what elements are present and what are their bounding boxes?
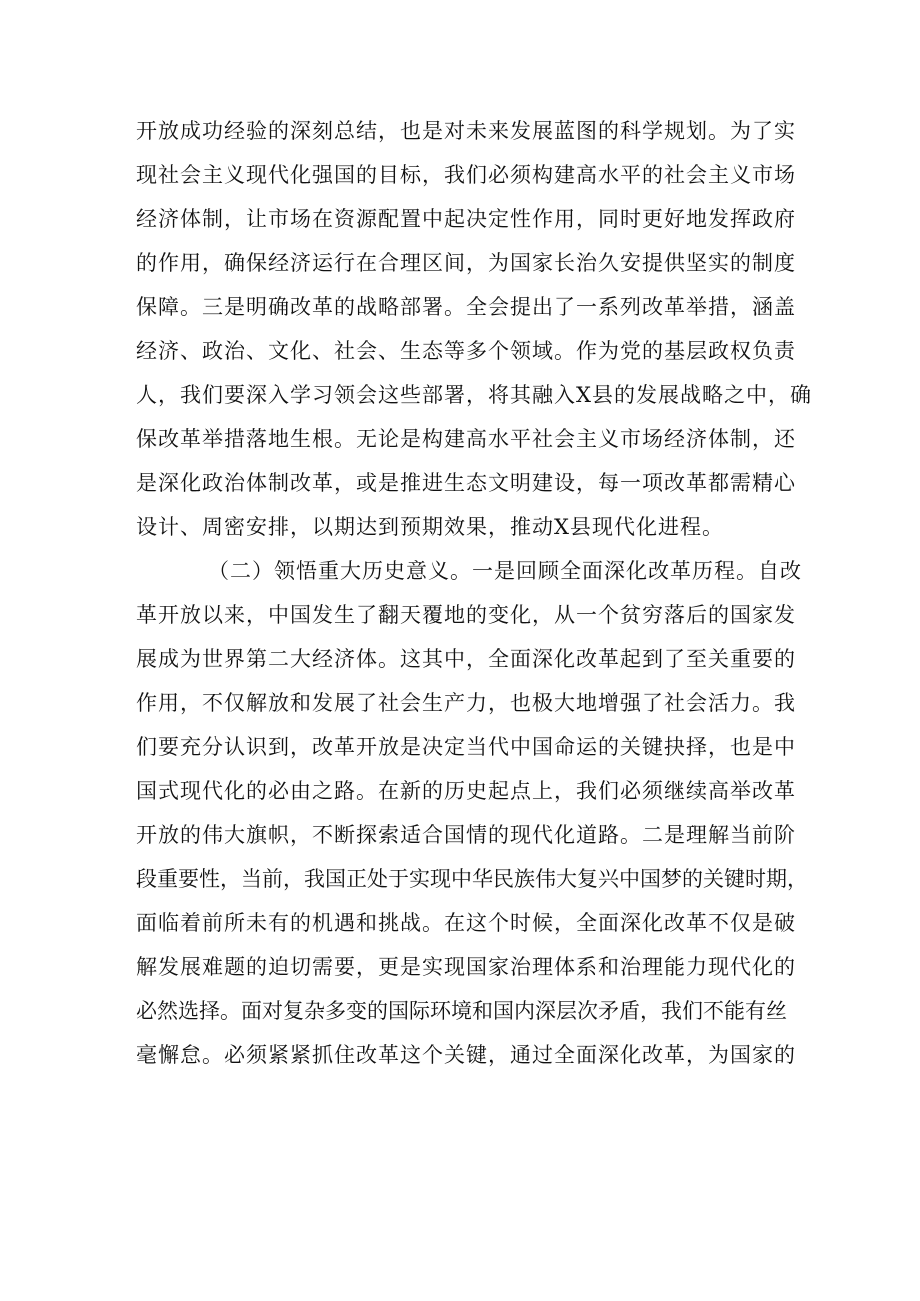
text-line: 段重要性，当前，我国正处于实现中华民族伟大复兴中国梦的关键时期， [136,867,808,891]
text-line: 解发展难题的迫切需要，更是实现国家治理体系和治理能力现代化的 [136,955,796,979]
text-line: 设计、周密安排，以期达到预期效果，推动X县现代化进程。 [136,515,724,539]
text-line: 开放的伟大旗帜，不断探索适合国情的现代化道路。二是理解当前阶 [136,823,796,847]
text-line: 必然选择。面对复杂多变的国际环境和国内深层次矛盾，我们不能有丝 [136,999,787,1023]
text-line: 们要充分认识到，改革开放是决定当代中国命运的关键抉择，也是中 [136,735,796,759]
text-line: 毫懈怠。必须紧紧抓住改革这个关键，通过全面深化改革，为国家的 [136,1043,796,1067]
text-line: 经济、政治、文化、社会、生态等多个领域。作为党的基层政权负责 [136,339,796,363]
text-line: 作用，不仅解放和发展了社会生产力，也极大地增强了社会活力。我 [136,691,796,715]
text-line: 革开放以来，中国发生了翻天覆地的变化，从一个贫穷落后的国家发 [136,603,796,627]
text-line: 面临着前所未有的机遇和挑战。在这个时候，全面深化改革不仅是破 [136,911,796,935]
text-line: 保改革举措落地生根。无论是构建高水平社会主义市场经济体制，还 [136,427,796,451]
text-line: 开放成功经验的深刻总结，也是对未来发展蓝图的科学规划。为了实 [136,119,796,143]
text-line: 国式现代化的必由之路。在新的历史起点上，我们必须继续高举改革 [136,779,796,803]
text-line: 保障。三是明确改革的战略部署。全会提出了一系列改革举措，涵盖 [136,295,796,319]
text-line: 的作用，确保经济运行在合理区间，为国家长治久安提供坚实的制度 [136,251,796,275]
text-line: 现社会主义现代化强国的目标，我们必须构建高水平的社会主义市场 [136,163,796,187]
text-line: 经济体制，让市场在资源配置中起决定性作用，同时更好地发挥政府 [136,207,796,231]
text-line: 人，我们要深入学习领会这些部署，将其融入X县的发展战略之中，确 [136,383,812,407]
text-line: 展成为世界第二大经济体。这其中，全面深化改革起到了至关重要的 [136,647,796,671]
section-heading-line: （二）领悟重大历史意义。一是回顾全面深化改革历程。自改 [208,559,802,583]
text-line: 是深化政治体制改革，或是推进生态文明建设，每一项改革都需精心 [136,471,796,495]
